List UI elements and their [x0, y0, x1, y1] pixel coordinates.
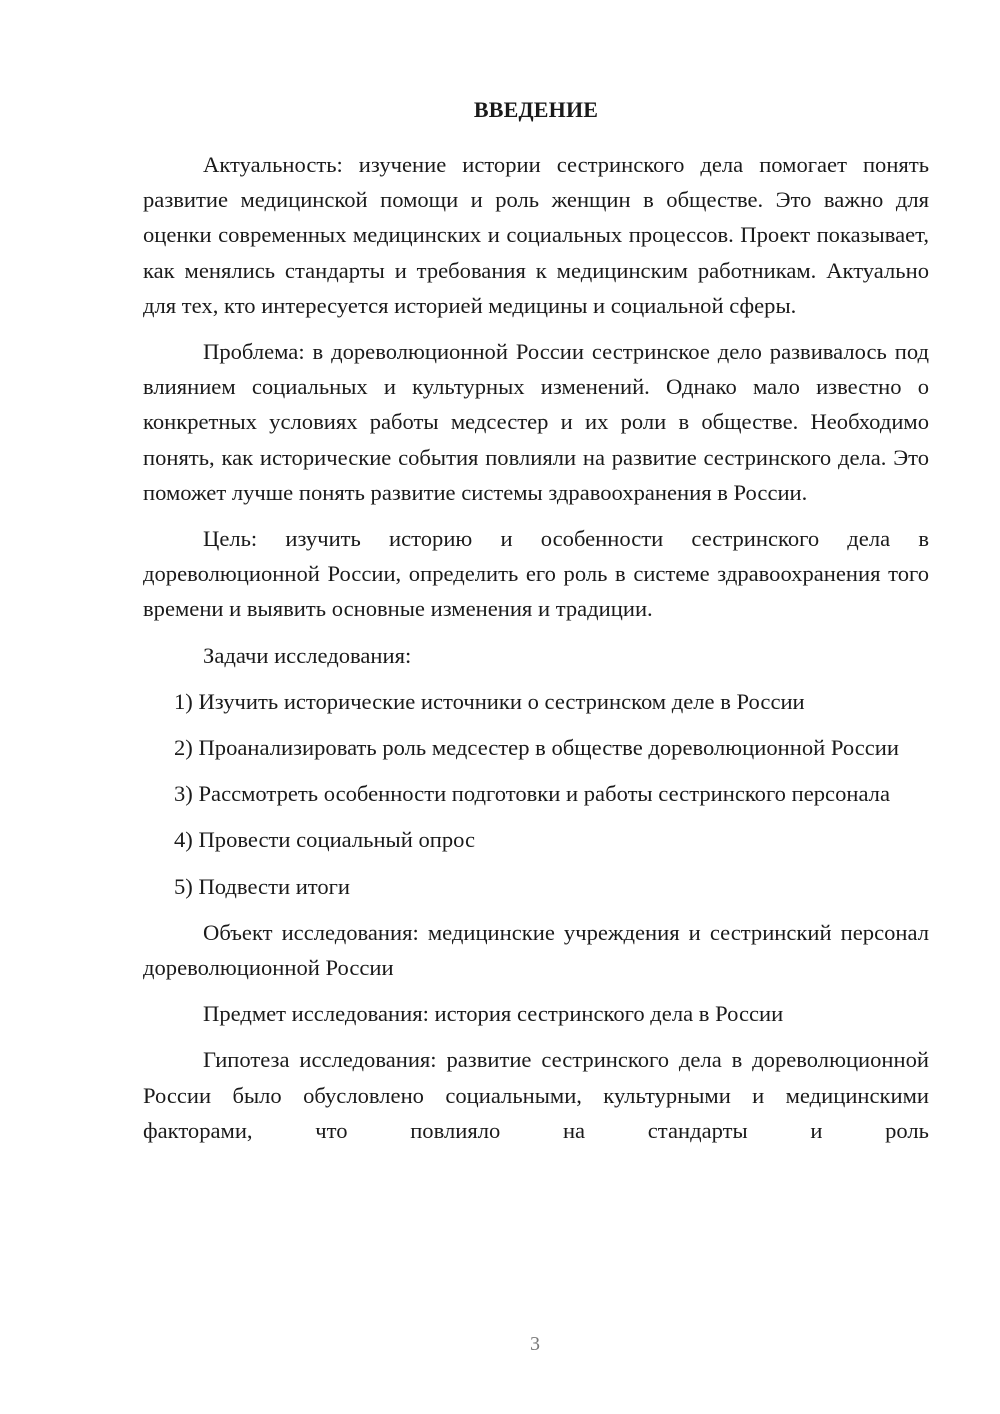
- document-page: [143, 93, 929, 1159]
- page-number: 3: [530, 1333, 540, 1355]
- relevance-paragraph: Актуальность: изучение истории сестринского дела помогает понять развитие медицинской помощи и роль женщин в обществе. Это важно для оценки современных медицинских и социальных процессов. Проект показывает, как менялись стандарты и требования к медицинским работникам. Актуально для тех, кто интересуется историей медицины и социальной сферы.: [143, 152, 929, 318]
- task-item-1: 1) Изучить исторические источники о сестринском деле в России: [174, 688, 805, 714]
- tasks-heading: Задачи исследования:: [203, 642, 412, 668]
- task-item-5: 5) Подвести итоги: [174, 873, 351, 899]
- task-item-3: 3) Рассмотреть особенности подготовки и работы сестринского персонала: [174, 781, 890, 807]
- goal-paragraph: Цель: изучить историю и особенности сестринского дела в дореволюционной России, определить его роль в системе здравоохранения того времени и выявить основные изменения и традиции.: [143, 526, 929, 622]
- task-item-2: 2) Проанализировать роль медсестер в обществе дореволюционной России: [174, 735, 899, 761]
- subject-paragraph: Предмет исследования: история сестринского дела в России: [203, 1001, 784, 1027]
- hypothesis-paragraph: Гипотеза исследования: развитие сестринского дела в дореволюционной России было обусловлено социальными, культурными и медицинскими факторами, что повлияло на стандарты и роль: [143, 1047, 929, 1143]
- section-title: ВВЕДЕНИЕ: [473, 97, 599, 122]
- object-paragraph: Объект исследования: медицинские учреждения и сестринский персонал дореволюционной России: [143, 919, 929, 981]
- problem-paragraph: Проблема: в дореволюционной России сестринское дело развивалось под влиянием социальных и культурных изменений. Однако мало известно о конкретных условиях работы медсестер и их роли в обществе. Необходимо понять, как исторические события повлияли на развитие сестринского дела. Это поможет лучше понять развитие системы здравоохранения в России.: [143, 339, 929, 505]
- task-item-4: 4) Провести социальный опрос: [174, 827, 476, 853]
